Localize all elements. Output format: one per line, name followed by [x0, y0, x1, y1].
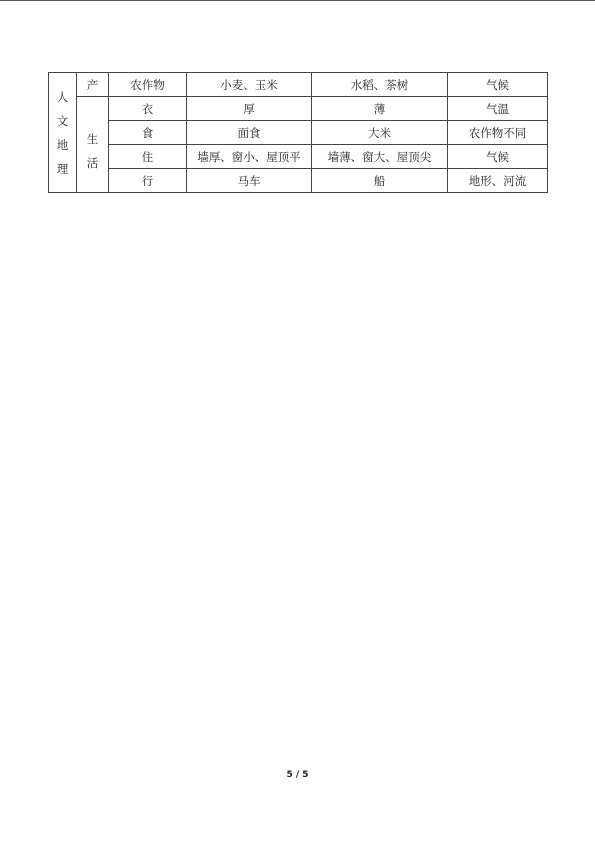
table-row-life-transport: [49, 169, 548, 193]
life-label: [77, 115, 108, 175]
reason-cell: 气温: [448, 97, 548, 121]
category-char: 地: [56, 137, 69, 152]
south-cell: 船: [312, 169, 448, 193]
production-label-cell: 产: [77, 73, 109, 97]
production-reason-cell: 气候: [448, 73, 548, 97]
aspect-cell: 行: [109, 169, 187, 193]
category-char: 人: [56, 89, 69, 104]
category-label: [49, 85, 76, 181]
category-char: 文: [56, 113, 69, 128]
human-geography-table: [48, 72, 548, 193]
south-cell: 大米: [312, 121, 448, 145]
aspect-cell: 住: [109, 145, 187, 169]
page-number: 5 / 5: [286, 770, 309, 780]
north-cell: 马车: [187, 169, 312, 193]
production-south-cell: 水稻、茶树: [312, 73, 448, 97]
life-char: 活: [86, 155, 99, 170]
category-char: 理: [56, 161, 69, 176]
page-top-border: [0, 0, 595, 1]
life-char: 生: [86, 131, 99, 146]
life-label-cell: [77, 97, 109, 193]
reason-cell: 地形、河流: [448, 169, 548, 193]
aspect-cell: 食: [109, 121, 187, 145]
north-cell: 厚: [187, 97, 312, 121]
aspect-cell: 衣: [109, 97, 187, 121]
north-cell: 面食: [187, 121, 312, 145]
table-row-production: [49, 73, 548, 97]
production-item-cell: 农作物: [109, 73, 187, 97]
table-row-life-food: [49, 121, 548, 145]
production-north-cell: 小麦、玉米: [187, 73, 312, 97]
table-row-life-housing: [49, 145, 548, 169]
reason-cell: 气候: [448, 145, 548, 169]
south-cell: 墙薄、窗大、屋顶尖: [312, 145, 448, 169]
south-cell: 薄: [312, 97, 448, 121]
north-cell: 墙厚、窗小、屋顶平: [187, 145, 312, 169]
category-cell-human-geography: [49, 73, 77, 193]
table-row-life-clothing: [49, 97, 548, 121]
reason-cell: 农作物不同: [448, 121, 548, 145]
